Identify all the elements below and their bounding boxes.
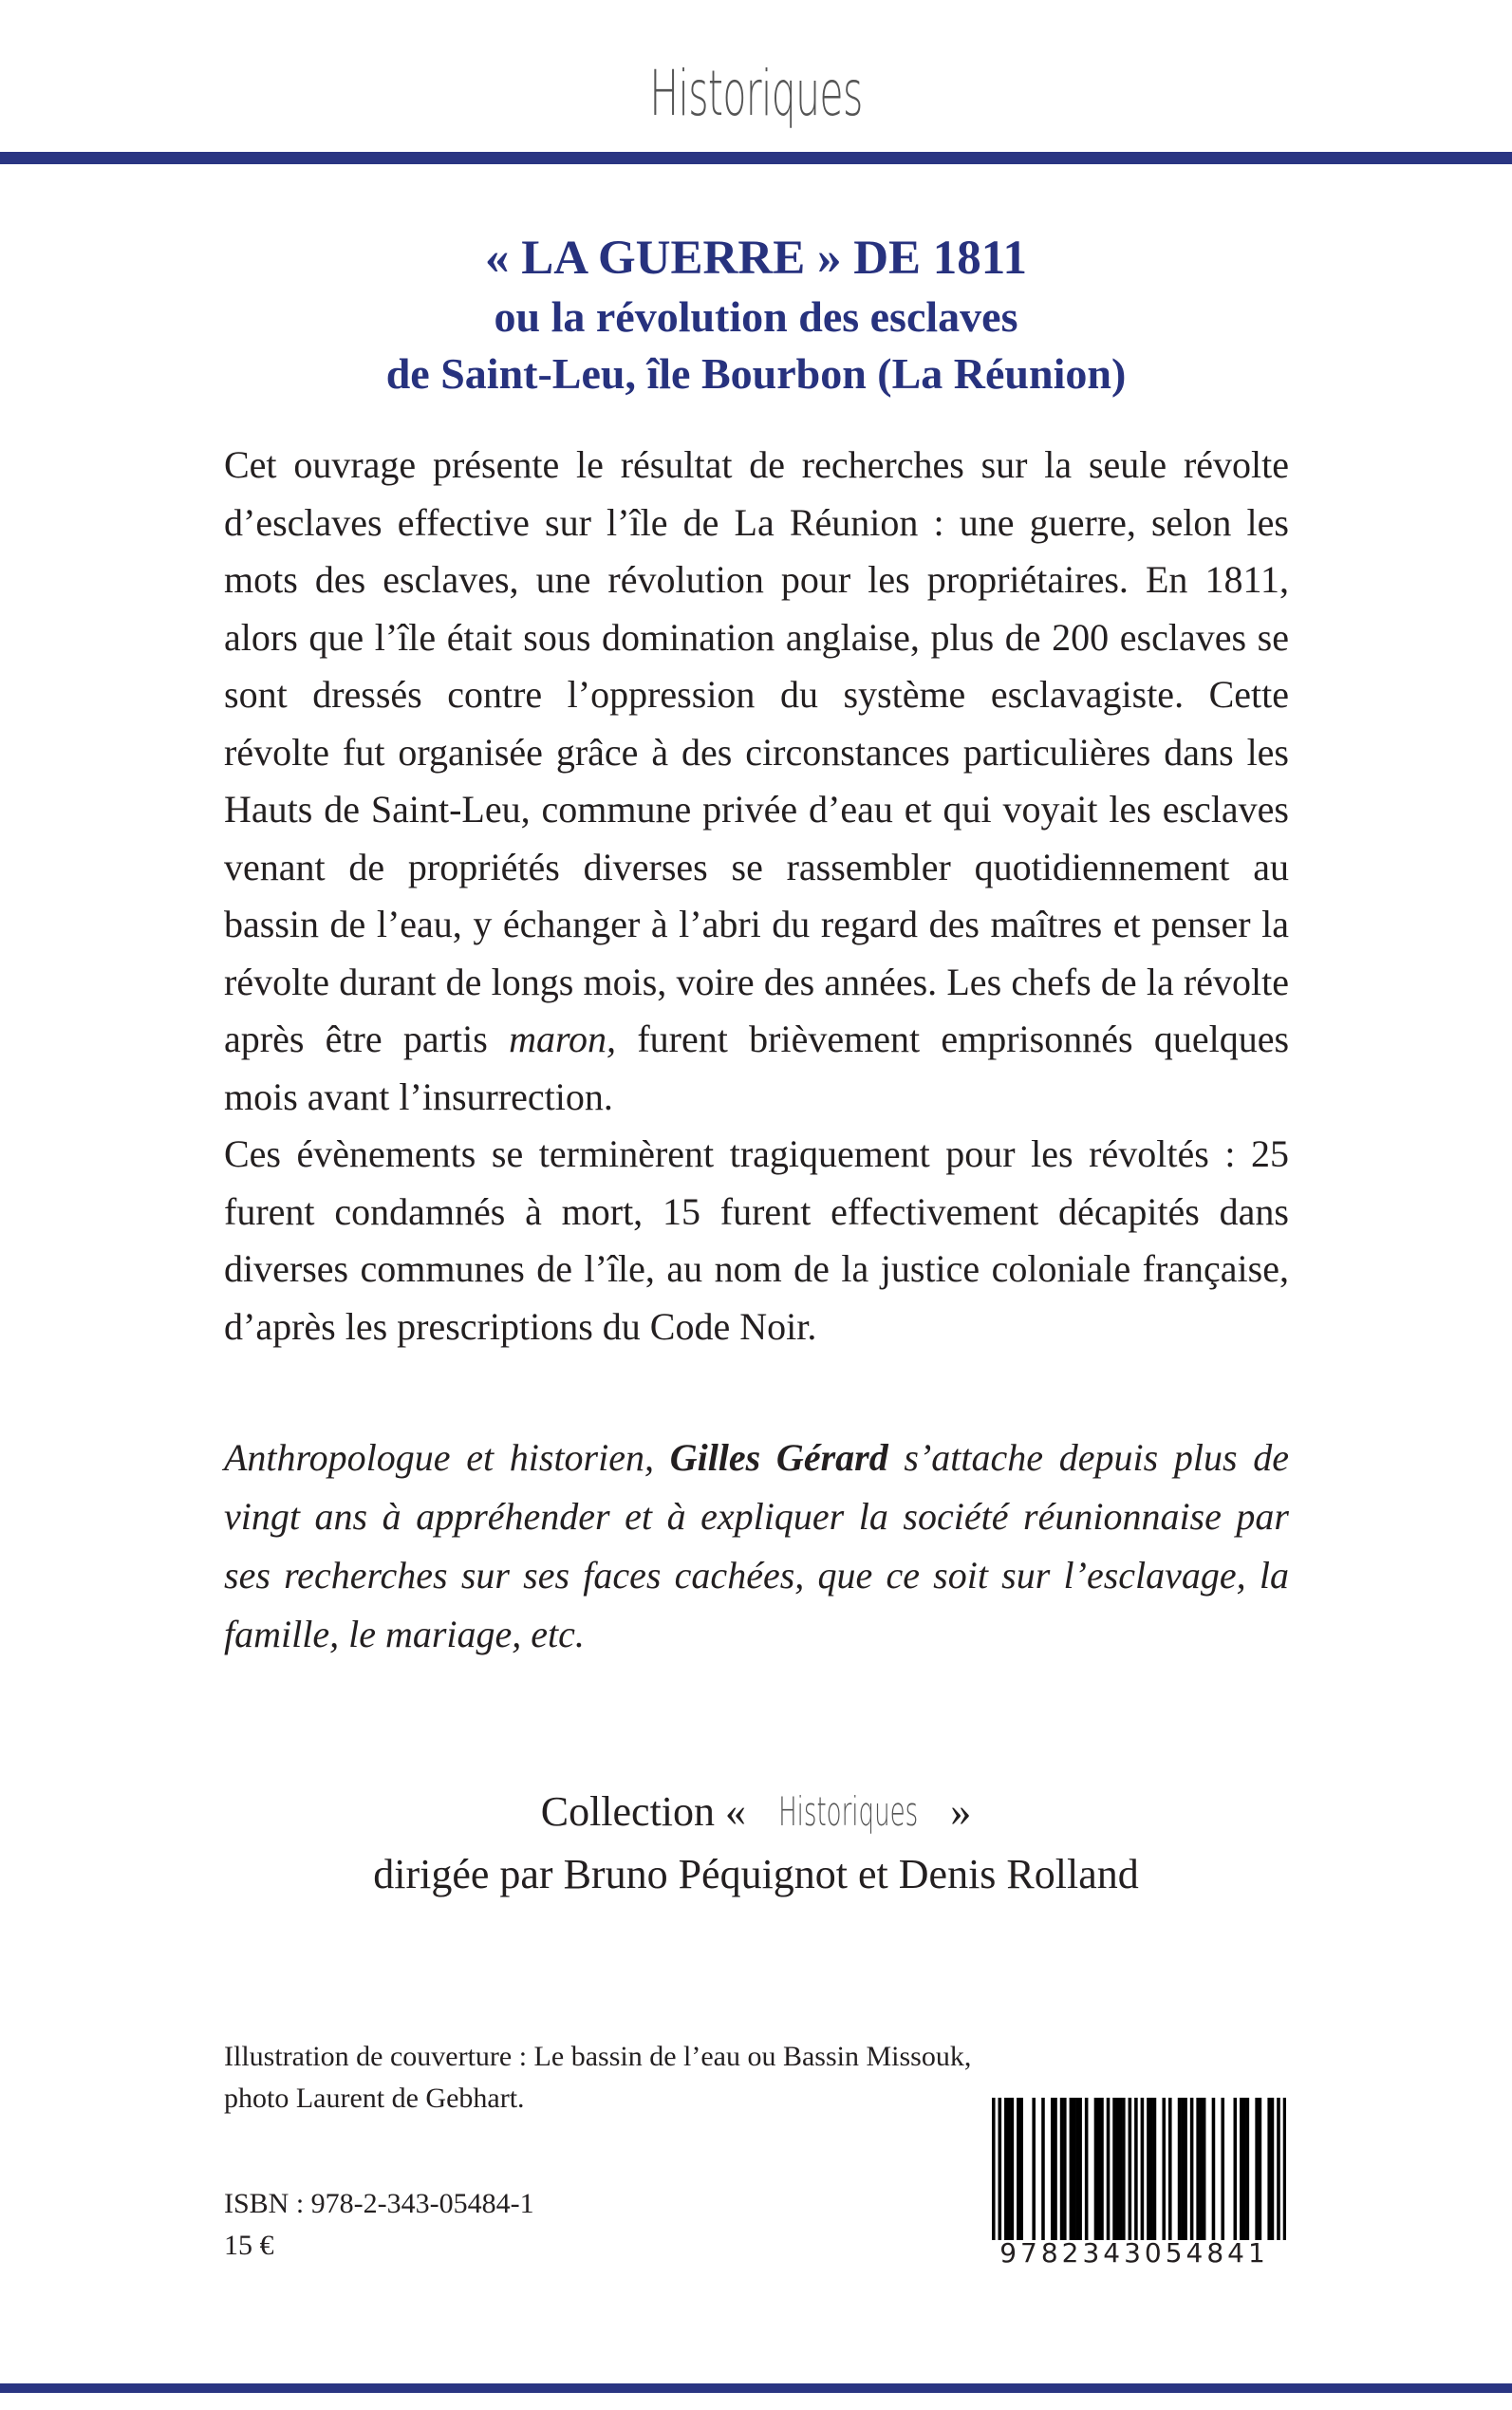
barcode-bar (1011, 2098, 1015, 2240)
barcode-bar (1153, 2098, 1157, 2240)
isbn: ISBN : 978-2-343-05484-1 (224, 2188, 534, 2219)
series-logo: Historiques (649, 57, 863, 130)
barcode-bar (1200, 2098, 1204, 2240)
barcode-bar (1267, 2098, 1271, 2240)
barcode-bar (1060, 2098, 1064, 2240)
barcode-bar (1119, 2098, 1123, 2240)
author-bio-end: s’attache depuis plus de vingt ans à appréhender et à expliquer la société réunionnaise par ses recherches sur ses faces cachées, que ce soit sur l’esclavage, la famille, le mariage, etc. (224, 1436, 1290, 1655)
barcode-bar (1134, 2098, 1138, 2240)
barcode-bar (1063, 2098, 1067, 2240)
blurb-italic-term: maron, (509, 1018, 617, 1060)
barcode-bar (1073, 2098, 1076, 2240)
barcode-bar (1094, 2098, 1098, 2240)
barcode-bar (1178, 2098, 1182, 2240)
barcode-bar (1259, 2098, 1262, 2240)
barcode-bar (1255, 2098, 1259, 2240)
barcode-bar (1097, 2098, 1101, 2240)
blurb-paragraph-2: Ces évènements se terminèrent tragiquement pour les révoltés : 25 furent condamnés à mort, 15 furent effectivement décapités dans diverses communes de l’île, au nom de la justice coloniale française, d’après les prescriptions du Code Noir. (224, 1132, 1289, 1348)
barcode-digits: 9782343054841 (999, 2237, 1269, 2269)
blurb (224, 437, 1289, 1355)
barcode-bar (1246, 2098, 1250, 2240)
barcode-bar (1041, 2098, 1045, 2240)
barcode-bar (1122, 2098, 1126, 2240)
barcode-bar (1149, 2098, 1153, 2240)
credits-line-1: Illustration de couverture : Le bassin de l’eau ou Bassin Missouk, (224, 2041, 972, 2072)
barcode-bar (1242, 2098, 1246, 2240)
barcode-bar (1007, 2098, 1011, 2240)
cover-credits (224, 2036, 983, 2120)
barcode-bar (1112, 2098, 1116, 2240)
barcode-bar (1075, 2098, 1079, 2240)
barcode-bar (1283, 2098, 1286, 2240)
barcode-bar (992, 2098, 996, 2240)
book-subtitle-line-1: ou la révolution des esclaves (494, 292, 1018, 341)
top-rule (0, 152, 1512, 164)
barcode-bar (1129, 2098, 1132, 2240)
barcode-bar (1234, 2098, 1238, 2240)
barcode-bar (1054, 2098, 1057, 2240)
collection-suffix: » (950, 1788, 972, 1835)
barcode-bar (1051, 2098, 1055, 2240)
barcode-bar (1100, 2098, 1104, 2240)
barcode-bar (1019, 2098, 1023, 2240)
barcode-bar (1116, 2098, 1120, 2240)
barcode-bar (1147, 2098, 1150, 2240)
barcode-bar (1240, 2098, 1243, 2240)
credits-line-2: photo Laurent de Gebhart. (224, 2083, 525, 2114)
barcode-bar (1070, 2098, 1073, 2240)
barcode (992, 2098, 1286, 2240)
title-block (133, 228, 1379, 402)
blurb-paragraph-1 (224, 437, 1289, 1126)
barcode-bar (1141, 2098, 1145, 2240)
barcode-bar (1203, 2098, 1206, 2240)
author-bio-start: Anthropologue et historien, (224, 1436, 654, 1479)
collection-info (0, 1781, 1512, 1906)
blurb-p1-end: furent brièvement emprisonnés quelques mois avant l’insurrection. (224, 1018, 1290, 1118)
barcode-bar (1277, 2098, 1280, 2240)
barcode-bar (1107, 2098, 1111, 2240)
price: 15 € (224, 2230, 274, 2261)
barcode-bar (1004, 2098, 1008, 2240)
barcode-bar (1184, 2098, 1187, 2240)
barcode-bar (999, 2098, 1002, 2240)
author-name: Gilles Gérard (669, 1436, 888, 1479)
barcode-bar (1168, 2098, 1172, 2240)
barcode-bar (1181, 2098, 1185, 2240)
blurb-p1-start: Cet ouvrage présente le résultat de recherches sur la seule révolte d’esclaves effective sur l’île de La Réunion : une guerre, selon les mots des esclaves, une révolution pour les propriétaires. En 1811, alors que l’île était sous domination anglaise, plus de 200 esclaves se sont dressés contre l’oppression du système esclavagiste. Cette révolte fut organisée grâce à des circonstances particulières dans les Hauts de Saint-Leu, commune privée d’eau et qui voyait les esclaves venant de propriétés diverses se rassembler quotidiennement au bassin de l’eau, y échanger à l’abri du regard des maîtres et penser la révolte durant de longs mois, voire des années. Les chefs de la révolte après être partis (224, 443, 1289, 1060)
barcode-bar (1017, 2098, 1020, 2240)
barcode-bar (1196, 2098, 1200, 2240)
book-title: « LA GUERRE » DE 1811 (484, 232, 1027, 285)
barcode-bar (1162, 2098, 1166, 2240)
collection-line (0, 1781, 1512, 1843)
barcode-bar (1221, 2098, 1224, 2240)
barcode-bar (1190, 2098, 1194, 2240)
barcode-bar (1078, 2098, 1082, 2240)
collection-prefix: Collection « (540, 1788, 747, 1835)
book-subtitle-line-2: de Saint-Leu, île Bourbon (La Réunion) (385, 349, 1127, 398)
barcode-bar (1212, 2098, 1216, 2240)
author-bio (224, 1429, 1289, 1664)
bottom-rule (0, 2383, 1512, 2393)
collection-brand: Historiques (778, 1788, 919, 1835)
barcode-bar (1032, 2098, 1036, 2240)
barcode-bar (1271, 2098, 1275, 2240)
barcode-bar (1085, 2098, 1089, 2240)
collection-directors: dirigée par Bruno Péquignot et Denis Rolland (373, 1851, 1139, 1897)
